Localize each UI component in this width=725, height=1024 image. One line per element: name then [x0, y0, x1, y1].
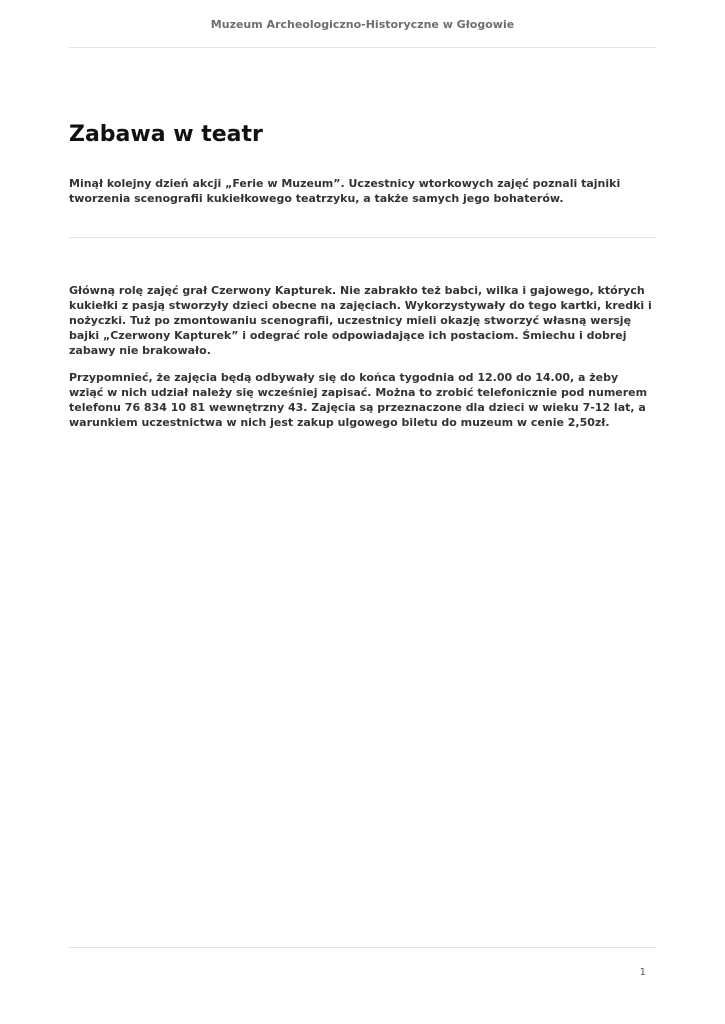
site-header-title: Muzeum Archeologiczno-Historyczne w Głogowie — [210, 18, 515, 31]
lead-divider — [69, 237, 656, 238]
footer-divider — [69, 947, 656, 948]
article-title: Zabawa w teatr — [69, 122, 263, 147]
article-paragraph: Główną rolę zajęć grał Czerwony Kapturek. Nie zabrakło też babci, wilka i gajowego, których kukiełki z pasją stworzyły dzieci obecne na zajęciach. Wykorzystywały do tego kartki, kredki i nożyczki. Tuż po zmontowaniu scenografii, uczestnicy mieli okazję stworzyć własną wersję bajki „Czerwony Kapturek” i odegrać role odpowiadające ich postaciom. Śmiechu i dobrej zabawy nie brakowało. — [69, 284, 652, 357]
article-body — [69, 283, 656, 442]
page-number: 1 — [639, 967, 646, 978]
article-paragraph: Przypomnieć, że zajęcia będą odbywały się do końca tygodnia od 12.00 do 14.00, a żeby wziąć w nich udział należy się wcześniej zapisać. Można to zrobić telefonicznie pod numerem telefonu 76 834 10 81 wewnętrzny 43. Zajęcia są przeznaczone dla dzieci w wieku 7-12 lat, a warunkiem uczestnictwa w nich jest zakup ulgowego biletu do muzeum w cenie 2,50zł. — [69, 371, 648, 429]
header-divider — [69, 47, 656, 48]
article-lead: Minął kolejny dzień akcji „Ferie w Muzeum”. Uczestnicy wtorkowych zajęć poznali tajniki tworzenia scenografii kukiełkowego teatrzyku, a także samych jego bohaterów. — [69, 177, 621, 205]
